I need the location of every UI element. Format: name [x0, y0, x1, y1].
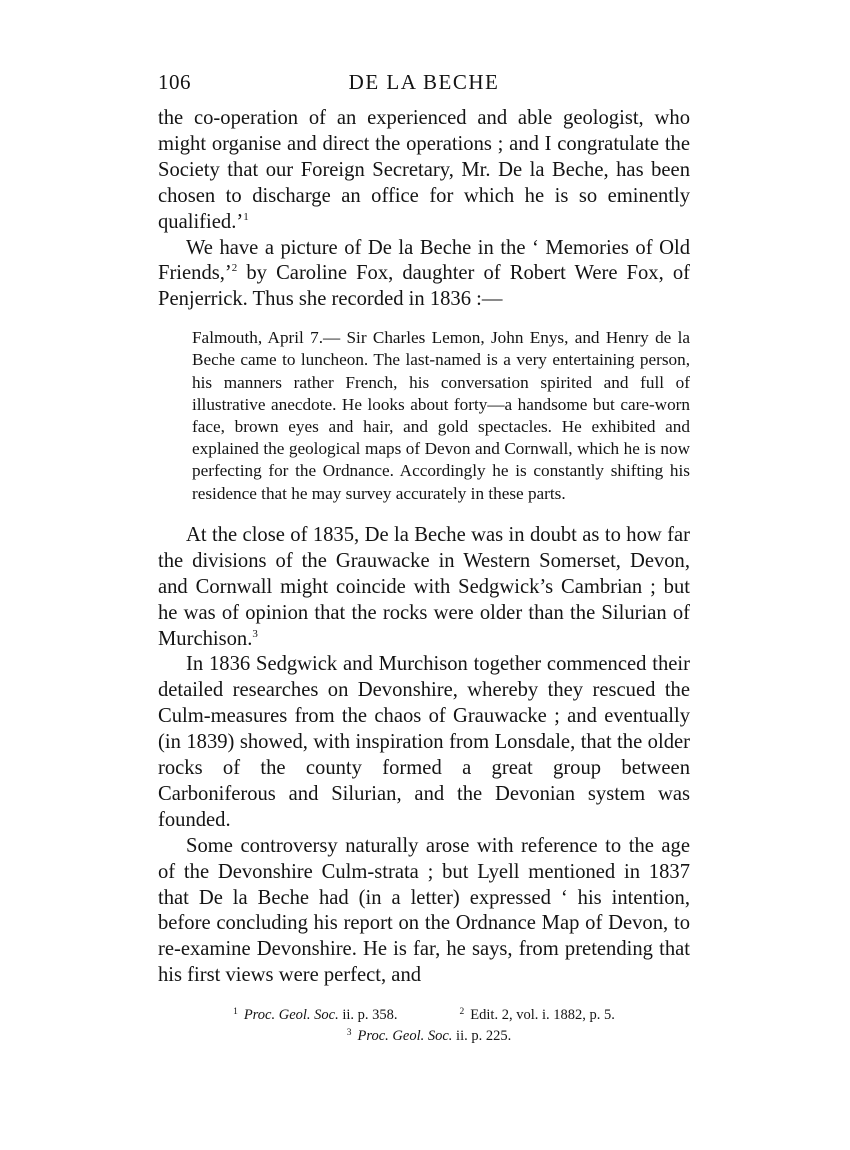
quote-text: Falmouth, April 7.— Sir Charles Lemon, John Enys, and Henry de la Beche came to luncheon. The last-named is a very entertaining person, his manners rather French, his conversation spirited and full of illustrative anecdote. He looks about forty—a handsome but care-worn face, brown eyes and hair, and gold spectacles. He exhibited and explained the geological maps of Devon and Cornwall, which he is now perfecting for the Ordnance. Accordingly he is constantly shifting his residence that he may survey accurately in these parts. — [192, 328, 690, 503]
paragraph-text: At the close of 1835, De la Beche was in doubt as to how far the divisions of the Grauwacke in Western Somerset, Devon, and Cornwall might coincide with Sedgwick’s Cambrian ; but he was of opinion that the rocks were older than the Silurian of Murchison. — [158, 523, 690, 650]
footnote-2 — [460, 1003, 615, 1024]
footnote-1 — [233, 1003, 397, 1024]
paragraph-devonian: In 1836 Sedgwick and Murchison together commenced their detailed researches on Devonshire, whereby they rescued the Culm-measures from the chaos of Grauwacke ; and eventually (in 1839) showed, with inspiration from Lonsdale, that the older rocks of the county formed a great group between Carboniferous and Silurian, and the Devonian system was founded. — [158, 653, 690, 831]
block-quote — [192, 327, 690, 505]
footnote-mark: 3 — [346, 1028, 352, 1039]
footnote-3 — [347, 1024, 511, 1045]
paragraph-text: We have a picture of De la Beche in the ‘ Memories of Old Friends,’ — [158, 236, 690, 285]
footnotes — [158, 1003, 690, 1045]
footnote-marker: 3 — [252, 627, 258, 640]
paragraph-continuation — [158, 106, 690, 236]
page-number: 106 — [158, 70, 191, 94]
footnote-location: ii. p. 358. — [338, 1007, 398, 1024]
paragraph-memories — [158, 236, 690, 314]
footnote-line — [158, 1003, 690, 1024]
footnote-mark: 1 — [233, 1007, 238, 1018]
paragraph-grauwacke — [158, 523, 690, 653]
paragraph-controversy: Some controversy naturally arose with reference to the age of the Devonshire Culm-strata ; but Lyell mentioned in 1837 that De la Beche had (in a letter) expressed ‘ his intention, before concluding his report on the Ordnance Map of Devon, to re-examine Devonshire. He is far, he says, from pretending that his first views were perfect, and — [158, 834, 690, 987]
footnote-marker: 1 — [243, 210, 249, 223]
paragraph-text: the co-operation of an experienced and able geologist, who might organise and direct the operations ; and I congratulate the Society that our Foreign Secretary, Mr. De la Beche, has been chosen to discharge an office for which he is so eminently qualified.’ — [158, 107, 690, 233]
footnote-reference: Proc. Geol. Soc. — [357, 1028, 453, 1045]
running-head — [158, 70, 690, 96]
footnote-location: ii. p. 225. — [452, 1028, 512, 1045]
footnote-text: Edit. 2, vol. i. 1882, p. 5. — [470, 1007, 615, 1024]
running-title: DE LA BECHE — [348, 70, 500, 94]
footnote-line — [158, 1024, 690, 1045]
footnote-reference: Proc. Geol. Soc. — [243, 1007, 339, 1024]
book-page — [158, 70, 690, 1045]
paragraph-text: by Caroline Fox, daughter of Robert Were Fox, of Penjerrick. Thus she recorded in 1836 :— — [158, 262, 690, 311]
footnote-marker: 2 — [231, 262, 238, 275]
footnote-mark: 2 — [459, 1007, 465, 1018]
